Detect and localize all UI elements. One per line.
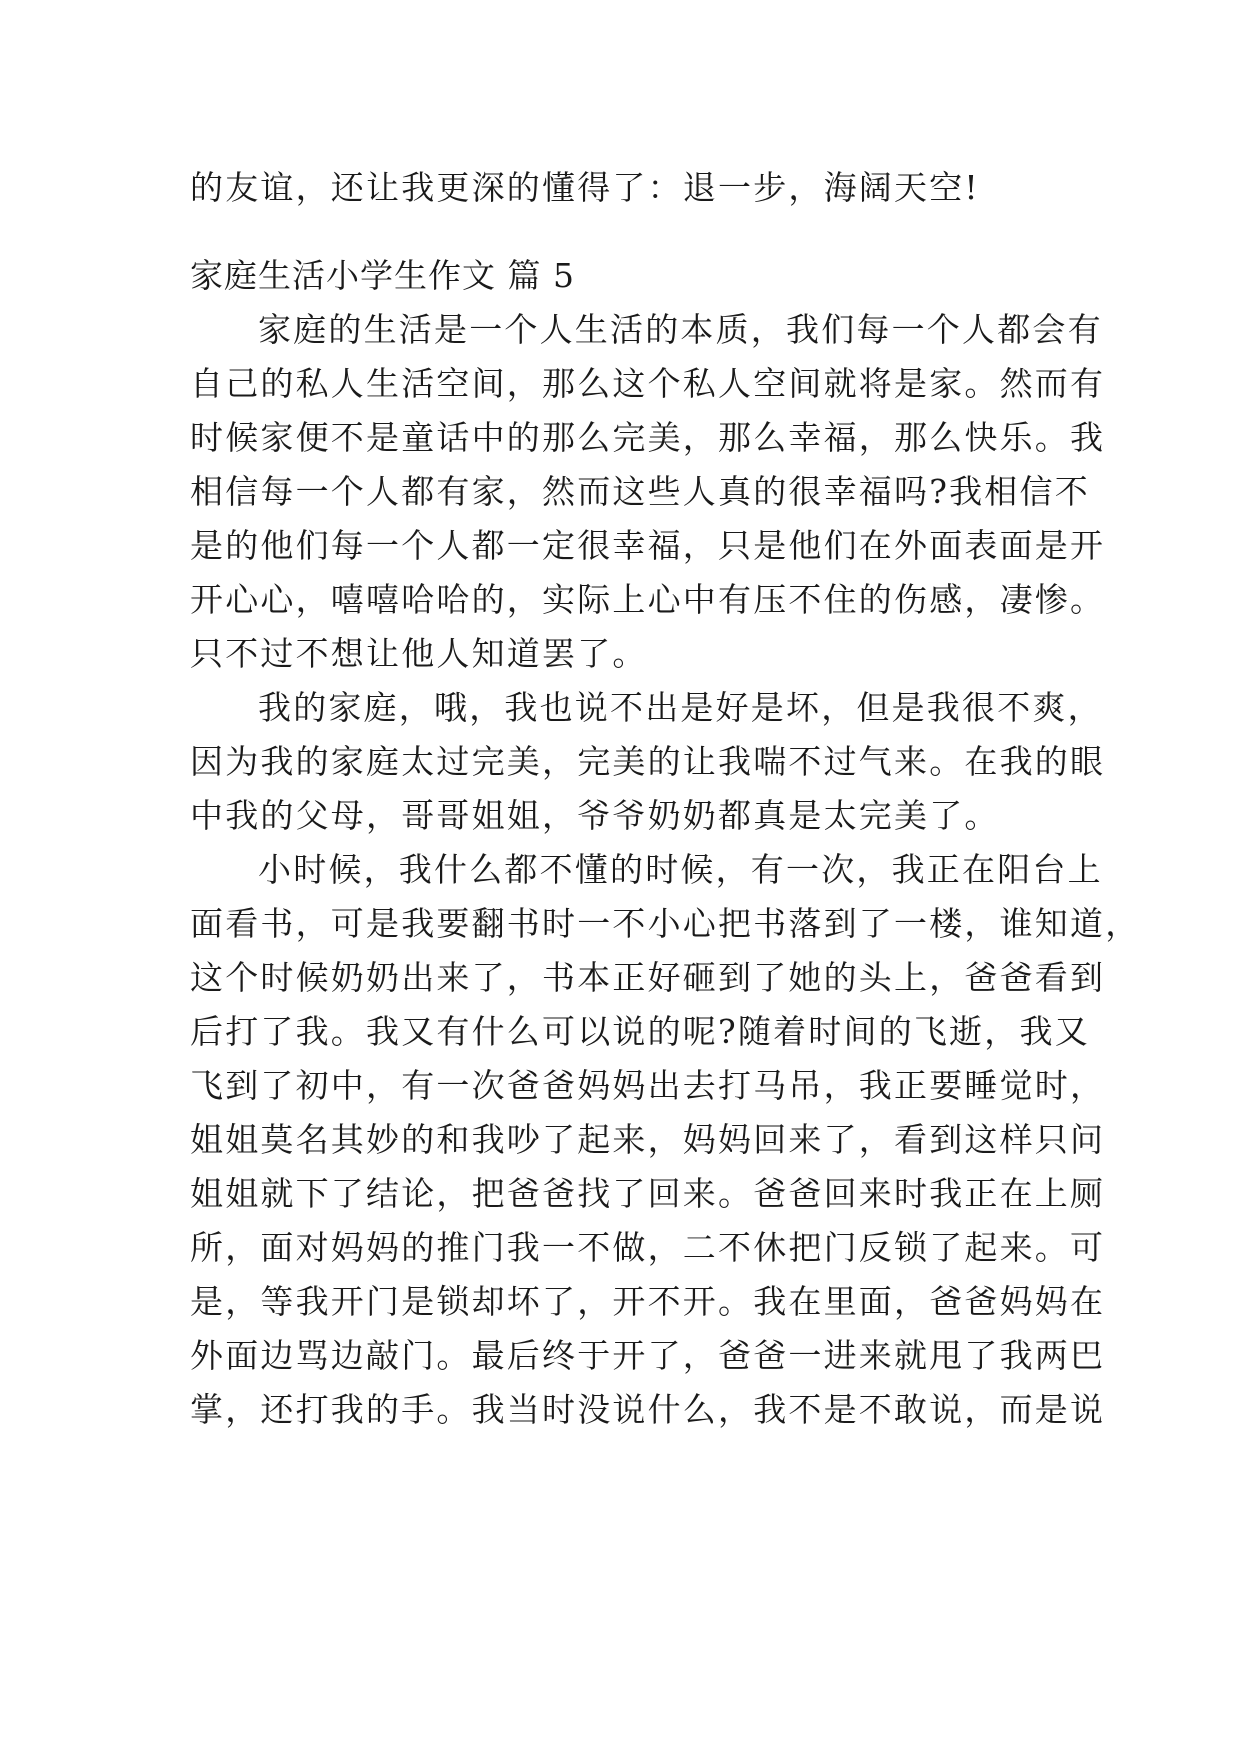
section-heading: 家庭生活小学生作文 篇 5 (190, 256, 575, 295)
paragraph-first-line: 我的家庭，哦，我也说不出是好是坏，但是我很不爽， (258, 688, 1103, 727)
text-line: 开心心，嘻嘻哈哈的，实际上心中有压不住的伤感，凄惨。 (190, 580, 1106, 619)
text-line: 是的他们每一个人都一定很幸福，只是他们在外面表面是开 (190, 526, 1106, 565)
text-line: 只不过不想让他人知道罢了。 (190, 634, 648, 673)
text-line: 是，等我开门是锁却坏了，开不开。我在里面，爸爸妈妈在 (190, 1282, 1106, 1321)
text-line: 时候家便不是童话中的那么完美，那么幸福，那么快乐。我 (190, 418, 1106, 457)
paragraph-first-line: 小时候，我什么都不懂的时候，有一次，我正在阳台上 (258, 850, 1103, 889)
text-line: 这个时候奶奶出来了，书本正好砸到了她的头上，爸爸看到 (190, 958, 1106, 997)
text-line: 中我的父母，哥哥姐姐，爷爷奶奶都真是太完美了。 (190, 796, 1000, 835)
text-line: 后打了我。我又有什么可以说的呢?随着时间的飞逝，我又 (190, 1012, 1090, 1051)
text-line: 外面边骂边敲门。最后终于开了，爸爸一进来就甩了我两巴 (190, 1336, 1106, 1375)
text-line: 姐姐莫名其妙的和我吵了起来，妈妈回来了，看到这样只问 (190, 1120, 1106, 1159)
text-line: 飞到了初中，有一次爸爸妈妈出去打马吊，我正要睡觉时， (190, 1066, 1106, 1105)
text-line: 相信每一个人都有家，然而这些人真的很幸福吗?我相信不 (190, 472, 1090, 511)
text-line: 因为我的家庭太过完美，完美的让我喘不过气来。在我的眼 (190, 742, 1106, 781)
text-line: 自己的私人生活空间，那么这个私人空间就将是家。然而有 (190, 364, 1106, 403)
paragraph-first-line: 家庭的生活是一个人生活的本质，我们每一个人都会有 (258, 310, 1103, 349)
text-line: 面看书，可是我要翻书时一不小心把书落到了一楼，谁知道， (190, 904, 1141, 943)
text-line: 姐姐就下了结论，把爸爸找了回来。爸爸回来时我正在上厕 (190, 1174, 1106, 1213)
text-line: 掌，还打我的手。我当时没说什么，我不是不敢说，而是说 (190, 1390, 1106, 1429)
text-line: 所，面对妈妈的推门我一不做，二不休把门反锁了起来。可 (190, 1228, 1106, 1267)
text-line: 的友谊，还让我更深的懂得了：退一步，海阔天空! (190, 168, 980, 207)
